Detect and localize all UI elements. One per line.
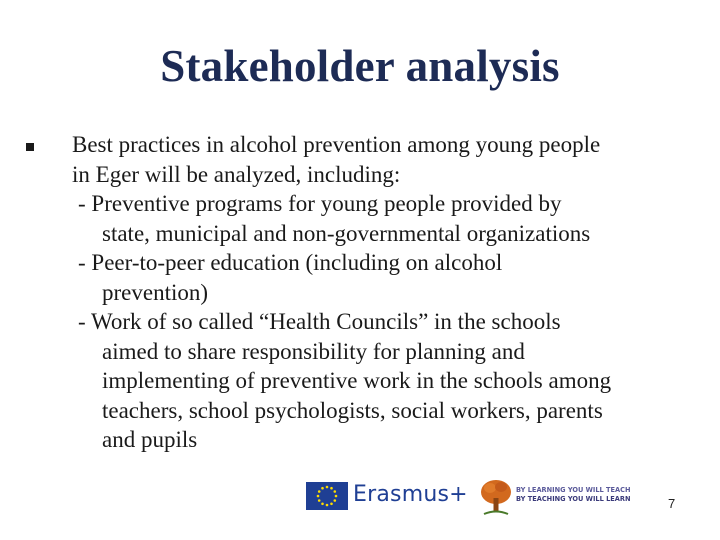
tagline-line-2: BY TEACHING YOU WILL LEARN (516, 495, 631, 503)
eu-flag-icon (306, 482, 348, 510)
bullet-square-icon (26, 143, 34, 151)
erasmus-logo-text: Erasmus+ (353, 482, 468, 507)
sub-item-line: aimed to share responsibility for planning and (102, 338, 525, 364)
sub-item-line: - Work of so called “Health Councils” in the schools (78, 309, 561, 334)
sub-item-line: prevention) (102, 279, 209, 305)
footer-logos (0, 478, 720, 540)
sub-item-line: - Preventive programs for young people provided by (78, 191, 562, 216)
slide-title: Stakeholder analysis (160, 41, 560, 91)
tagline (516, 486, 631, 504)
sub-item-line: implementing of preventive work in the schools among (102, 368, 612, 393)
sub-item-line: - Peer-to-peer education (including on alcohol (78, 250, 503, 275)
tree-logo-icon (478, 478, 514, 518)
bullet-text-line: in Eger will be analyzed, including: (72, 161, 401, 187)
sub-item-line: teachers, school psychologists, social workers, parents (102, 397, 603, 423)
bullet-text-line: Best practices in alcohol prevention among young people (72, 132, 601, 157)
slide-body (72, 130, 692, 455)
sub-item-line: and pupils (102, 427, 198, 452)
sub-item-line: state, municipal and non-governmental organizations (102, 220, 591, 246)
tagline-line-1: BY LEARNING YOU WILL TEACH (516, 486, 631, 494)
page-number: 7 (668, 496, 676, 511)
